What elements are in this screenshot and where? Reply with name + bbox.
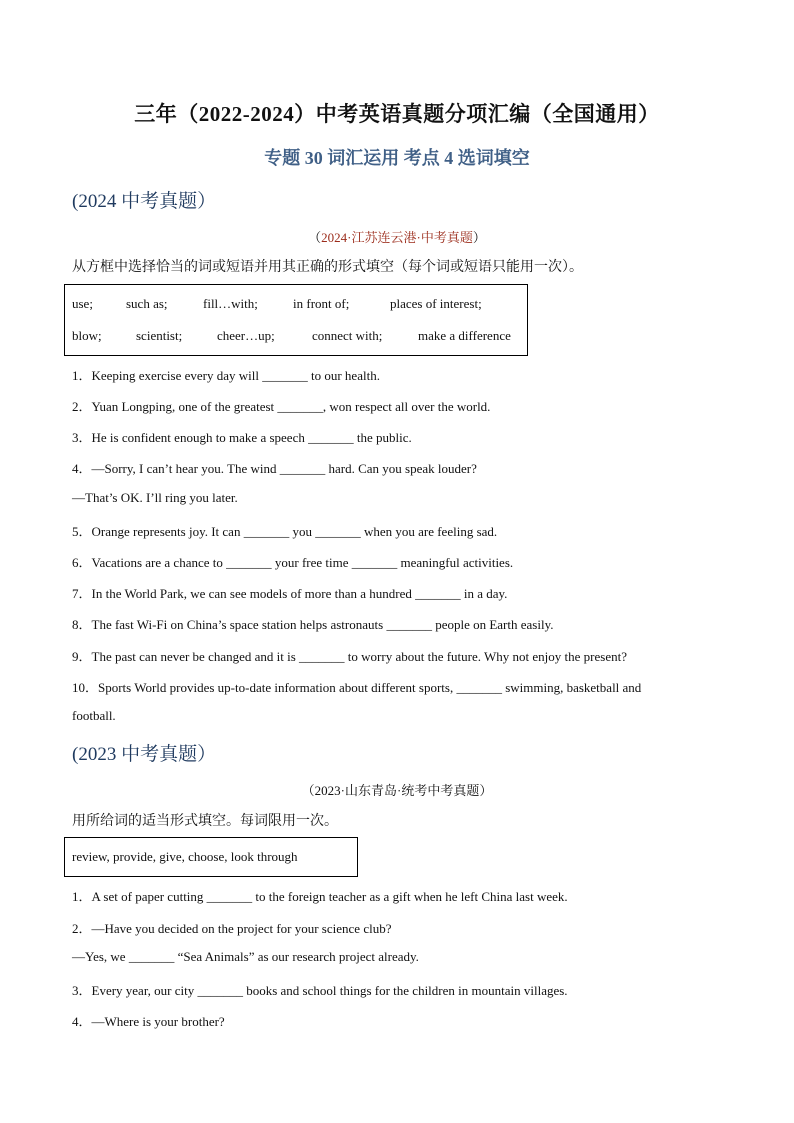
question-line: 2．Yuan Longping, one of the greatest _______, won respect all over the world.: [72, 399, 491, 414]
question-line: 3．He is confident enough to make a speech _______ the public.: [72, 430, 412, 445]
topic-subtitle: 专题 30 词汇运用 考点 4 选词填空: [264, 148, 530, 168]
word-option: scientist;: [136, 328, 183, 343]
word-option: in front of;: [293, 296, 350, 311]
source-2024: [0, 227, 794, 246]
question-line: 5．Orange represents joy. It can _______ you _______ when you are feeling sad.: [72, 524, 498, 539]
question-line: 7．In the World Park, we can see models of more than a hundred _______ in a day.: [72, 586, 508, 601]
section-heading-2023: (2023 中考真题）: [72, 744, 217, 765]
answer-line: —That’s OK. I’ll ring you later.: [72, 490, 238, 505]
instruction-2024: 从方框中选择恰当的词或短语并用其正确的形式填空（每个词或短语只能用一次）。: [72, 260, 583, 275]
question-line: 1．A set of paper cutting _______ to the foreign teacher as a gift when he left China last week.: [72, 889, 568, 904]
question-line: 9．The past can never be changed and it is _______ to worry about the future. Why not enjoy the present?: [72, 649, 627, 664]
question-line: 4．—Sorry, I can’t hear you. The wind _______ hard. Can you speak louder?: [72, 461, 477, 476]
question-line: 4．—Where is your brother?: [72, 1014, 225, 1029]
word-box-2024: [64, 284, 528, 356]
question-line: 6．Vacations are a chance to _______ your free time _______ meaningful activities.: [72, 555, 514, 570]
question-line: 2．—Have you decided on the project for your science club?: [72, 921, 392, 936]
source-link[interactable]: 2024·江苏连云港·中考真题: [321, 230, 473, 245]
section-heading-2024: (2024 中考真题）: [72, 191, 217, 212]
word-option: make a difference: [418, 328, 511, 343]
word-option: places of interest;: [390, 296, 482, 311]
question-line: 10．Sports World provides up-to-date information about different sports, _______ swimming, basketball and: [72, 680, 642, 695]
source-open: （: [308, 230, 322, 245]
question-line: 3．Every year, our city _______ books and school things for the children in mountain villages.: [72, 983, 568, 998]
answer-line: —Yes, we _______ “Sea Animals” as our research project already.: [72, 949, 419, 964]
word-option: fill…with;: [203, 296, 258, 311]
question-line: 1．Keeping exercise every day will _______ to our health.: [72, 368, 380, 383]
question-line: 8．The fast Wi-Fi on China’s space station helps astronauts _______ people on Earth easily.: [72, 617, 554, 632]
word-box-2023: [64, 837, 358, 877]
word-option: blow;: [72, 328, 102, 343]
instruction-2023: 用所给词的适当形式填空。每词限用一次。: [72, 814, 338, 829]
source-close: ）: [472, 230, 486, 245]
word-options: review, provide, give, choose, look through: [72, 849, 298, 864]
question-line-continued: football.: [72, 708, 116, 723]
source-2023: （2023·山东青岛·统考中考真题）: [301, 783, 493, 798]
word-option: cheer…up;: [217, 328, 275, 343]
word-option: such as;: [126, 296, 168, 311]
word-option: use;: [72, 296, 93, 311]
document-title: 三年（2022-2024）中考英语真题分项汇编（全国通用）: [134, 102, 660, 126]
word-option: connect with;: [312, 328, 383, 343]
